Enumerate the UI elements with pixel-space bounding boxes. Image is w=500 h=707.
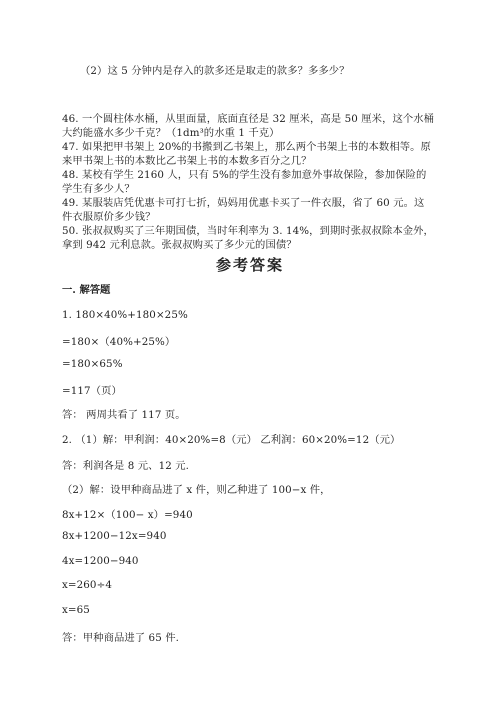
answer-2-line-1: 2. （1）解：甲利润：40×20%=8（元） 乙利润：60×20%=12（元） [62,434,401,446]
answer-1-line-5: 答： 两周共看了 117 页。 [62,409,186,421]
answers-title: 参考答案 [215,256,284,274]
answer-2-line-5: 8x+1200−12x=940 [62,530,167,542]
answer-2-line-6: 4x=1200−940 [62,555,139,567]
question-46-line-1: 46. 一个圆柱体水桶，从里面量，底面直径是 32 厘米，高是 50 厘米，这个水桶 [62,113,435,125]
question-part-2: （2）这 5 分钟内是存入的款多还是取走的款多？多多少？ [80,65,350,77]
answer-2-line-9: 答：甲种商品进了 65 件. [62,632,179,644]
answer-2-line-4: 8x+12×（100− x）=940 [62,509,193,521]
answer-1-line-1: 1. 180×40%+180×25% [62,309,188,321]
question-49-line-2: 件衣服原价多少钱？ [62,211,156,223]
question-48-line-2: 学生有多少人？ [62,183,135,195]
question-50-line-1: 50. 张叔叔购买了三年期国债，当时年利率为 3. 14%，到期时张叔叔除本金外， [62,225,434,237]
answers-section-heading: 一. 解答题 [62,284,111,296]
answer-2-line-3: （2）解：设甲种商品进了 x 件，则乙种进了 100−x 件， [62,484,331,496]
question-50-line-2: 拿到 942 元利息款。张叔叔购买了多少元的国债？ [62,239,297,251]
question-47-line-1: 47. 如果把甲书架上 20%的书搬到乙书架上，那么两个书架上书的本数相等。原 [62,141,431,153]
answer-2-line-2: 答：利润各是 8 元、12 元. [62,460,190,472]
question-46-line-2: 大约能盛水多少千克？（1dm³的水重 1 千克） [62,127,280,139]
answer-2-line-8: x=65 [62,604,90,616]
question-49-line-1: 49. 某服装店凭优惠卡可打七折，妈妈用优惠卡买了一件衣服，省了 60 元。这 [62,197,425,209]
question-48-line-1: 48. 某校有学生 2160 人，只有 5%的学生没有参加意外事故保险，参加保险的 [62,169,427,181]
answer-2-line-7: x=260÷4 [62,579,112,591]
question-47-line-2: 来甲书架上书的本数比乙书架上书的本数多百分之几？ [62,155,312,167]
answer-1-line-4: =117（页） [62,385,122,397]
answer-1-line-3: =180×65% [62,358,123,370]
answer-1-line-2: =180×（40%+25%） [62,336,176,348]
